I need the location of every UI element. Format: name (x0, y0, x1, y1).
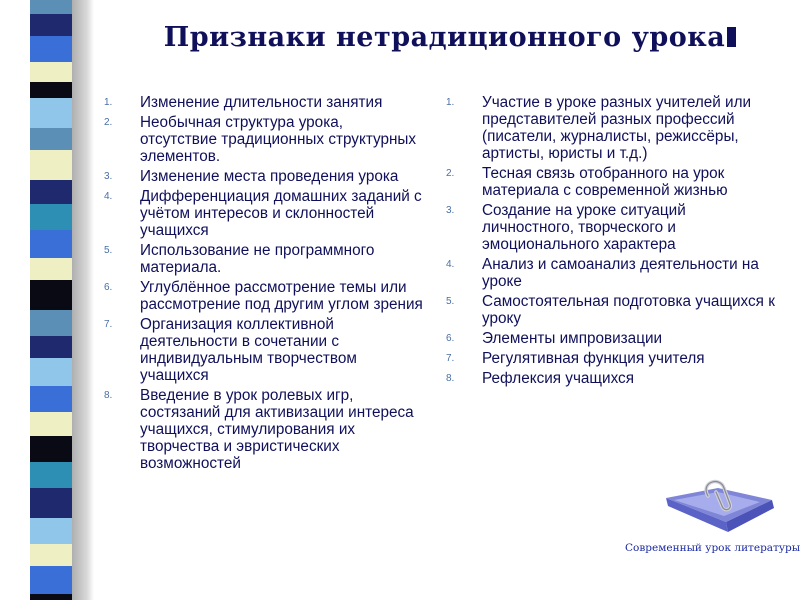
list-item-text: Участие в уроке разных учителей или представителей разных профессий (писатели, журналисты, режиссёры, артисты, юристы и т.д.) (482, 94, 752, 162)
list-item (446, 202, 776, 253)
list-item-number: 6. (446, 333, 455, 344)
list-item-text: Рефлексия учащихся (482, 370, 634, 387)
list-item (104, 188, 424, 239)
list-item (104, 168, 424, 185)
stripe-block (30, 36, 72, 62)
list-item-number: 8. (446, 373, 455, 384)
list-item-number: 4. (104, 191, 113, 202)
list-item-text: Анализ и самоанализ деятельности на уроке (482, 256, 759, 290)
book-paperclip-icon (660, 478, 780, 538)
stripe-block (30, 544, 72, 566)
stripe-shadow (70, 0, 94, 600)
list-item-text: Введение в урок ролевых игр, состязаний для активизации интереса учащихся, стимулирования их творчества и эвристических возможностей (140, 387, 414, 472)
list-item-number: 2. (104, 117, 113, 128)
stripe-block (30, 258, 72, 280)
list-item-number: 1. (104, 97, 113, 108)
stripe-block (30, 280, 72, 310)
stripe-block (30, 310, 72, 336)
slide-title (120, 22, 780, 53)
list-item (104, 94, 424, 111)
list-item (446, 94, 776, 162)
decorative-stripe (30, 0, 72, 600)
list-item (104, 316, 424, 384)
title-text: Признаки нетрадиционного урока (163, 22, 726, 53)
stripe-block (30, 412, 72, 436)
list-item-text: Изменение места проведения урока (140, 168, 399, 185)
stripe-block (30, 594, 72, 600)
list-item-text: Регулятивная функция учителя (482, 350, 705, 367)
list-item-text: Тесная связь отобранного на урок материала с современной жизнью (482, 165, 728, 199)
list-item-number: 7. (446, 353, 455, 364)
list-item-text: Элементы импровизации (482, 330, 663, 347)
stripe-block (30, 82, 72, 98)
list-item-number: 6. (104, 282, 113, 293)
stripe-block (30, 386, 72, 412)
list-item (104, 242, 424, 276)
list-item (446, 165, 776, 199)
stripe-block (30, 358, 72, 386)
list-item-number: 4. (446, 259, 455, 270)
list-item-number: 3. (446, 205, 455, 216)
list-item (446, 330, 776, 347)
list-item-text: Изменение длительности занятия (140, 94, 383, 111)
stripe-block (30, 336, 72, 358)
list-item-number: 2. (446, 168, 455, 179)
right-feature-list (446, 94, 776, 390)
stripe-block (30, 436, 72, 462)
stripe-block (30, 128, 72, 150)
list-item (104, 114, 424, 165)
stripe-block (30, 180, 72, 204)
stripe-block (30, 462, 72, 488)
stripe-block (30, 518, 72, 544)
list-item-number: 7. (104, 319, 113, 330)
list-item-text: Организация коллективной деятельности в сочетании с индивидуальным творчеством учащихся (140, 316, 357, 384)
stripe-block (30, 230, 72, 258)
list-item (446, 293, 776, 327)
list-item (446, 256, 776, 290)
list-item (446, 370, 776, 387)
list-item-text: Использование не программного материала. (140, 242, 375, 276)
list-item-text: Самостоятельная подготовка учащихся к уроку (482, 293, 775, 327)
title-colon-mark (727, 27, 736, 47)
stripe-block (30, 0, 72, 14)
list-item-text: Углублённое рассмотрение темы или рассмотрение под другим углом зрения (140, 279, 423, 313)
stripe-block (30, 150, 72, 180)
list-item (104, 279, 424, 313)
list-item (104, 387, 424, 472)
list-item-number: 8. (104, 390, 113, 401)
stripe-block (30, 98, 72, 128)
list-item-text: Дифференциация домашних заданий с учётом интересов и склонностей учащихся (140, 188, 422, 239)
footer-caption: Современный урок литературы (625, 542, 800, 554)
stripe-block (30, 566, 72, 594)
list-item-number: 3. (104, 171, 113, 182)
stripe-block (30, 204, 72, 230)
stripe-block (30, 488, 72, 518)
list-item-number: 1. (446, 97, 455, 108)
stripe-block (30, 14, 72, 36)
stripe-block (30, 62, 72, 82)
list-item (446, 350, 776, 367)
list-item-text: Необычная структура урока, отсутствие традиционных структурных элементов. (140, 114, 417, 165)
list-item-number: 5. (446, 296, 455, 307)
list-item-text: Создание на уроке ситуаций личностного, творческого и эмоционального характера (482, 202, 686, 253)
list-item-number: 5. (104, 245, 113, 256)
left-feature-list (104, 94, 424, 475)
